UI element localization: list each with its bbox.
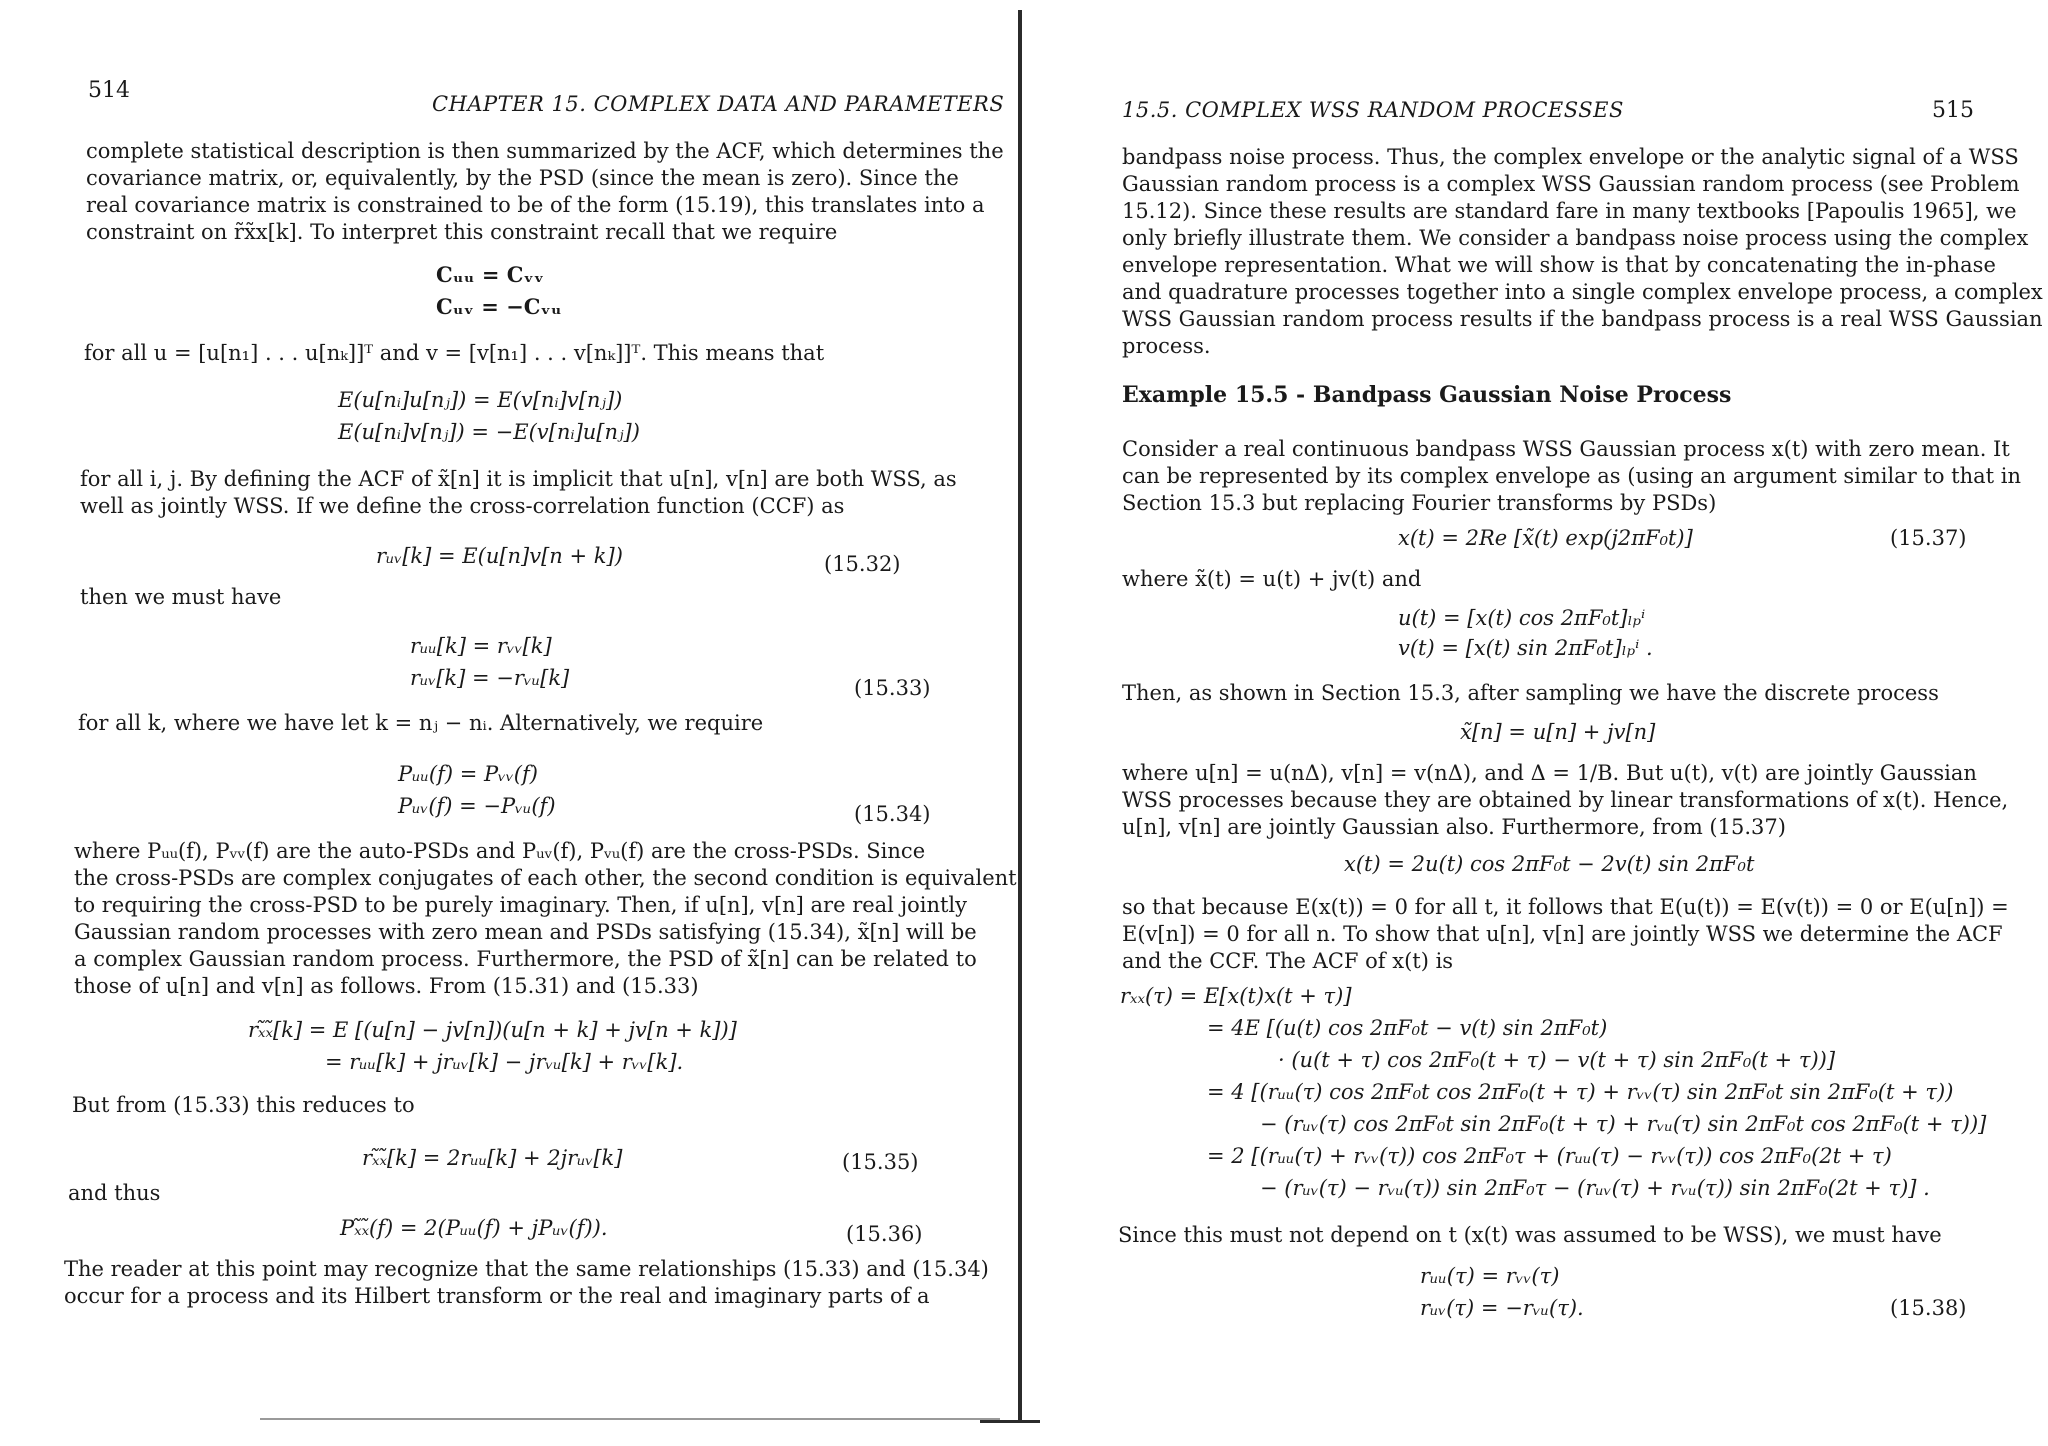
paragraph	[78, 710, 878, 737]
equation: = 4 [(rᵤᵤ(τ) cos 2πF₀t cos 2πF₀(t + τ) + rᵥᵥ(τ) sin 2πF₀t sin 2πF₀(t + τ))	[1207, 1080, 1954, 1104]
text-line: then we must have	[80, 585, 282, 609]
equation: rᵤᵤ(τ) = rᵥᵥ(τ)	[1420, 1264, 1560, 1288]
equation: = 4E [(u(t) cos 2πF₀t − v(t) sin 2πF₀t)	[1207, 1016, 1608, 1040]
equation-number: (15.36)	[846, 1222, 923, 1246]
equation: = 2 [(rᵤᵤ(τ) + rᵥᵥ(τ)) cos 2πF₀τ + (rᵤᵤ(τ) − rᵥᵥ(τ)) cos 2πF₀(2t + τ)	[1207, 1144, 1892, 1168]
text-line: Section 15.3 but replacing Fourier transforms by PSDs)	[1122, 491, 1717, 515]
text-line: and thus	[68, 1181, 161, 1205]
text-line: for all u = [u[n₁] . . . u[nₖ]]ᵀ and v = [v[n₁] . . . v[nₖ]]ᵀ. This means that	[84, 341, 825, 365]
text-line: Consider a real continuous bandpass WSS Gaussian process x(t) with zero mean. It	[1122, 437, 2010, 461]
text-line: a complex Gaussian random process. Furthermore, the PSD of x̃[n] can be related to	[74, 947, 977, 971]
paragraph	[80, 466, 957, 520]
equation: x(t) = 2u(t) cos 2πF₀t − 2v(t) sin 2πF₀t	[1344, 852, 1755, 876]
page-number: 514	[88, 78, 130, 103]
page-shadow	[260, 1418, 1000, 1420]
text-line: well as jointly WSS. If we define the cross-correlation function (CCF) as	[80, 494, 845, 518]
text-line: But from (15.33) this reduces to	[72, 1093, 415, 1117]
text-line: The reader at this point may recognize that the same relationships (15.33) and (15.34)	[64, 1257, 989, 1281]
equation-number: (15.32)	[824, 552, 901, 576]
text-line: constraint on r̃x̃x[k]. To interpret this constraint recall that we require	[86, 220, 838, 244]
equation: rᵤᵤ[k] = rᵥᵥ[k]	[410, 634, 552, 658]
equation: rₓₓ(τ) = E[x(t)x(t + τ)]	[1120, 984, 1352, 1008]
paragraph	[86, 138, 1004, 246]
text-line: WSS Gaussian random process results if the bandpass process is a real WSS Gaussian	[1122, 307, 2043, 331]
equation: Pₓ̃ₓ̃(f) = 2(Pᵤᵤ(f) + jPᵤᵥ(f)).	[340, 1216, 608, 1240]
equation: u(t) = [x(t) cos 2πF₀t]ₗₚⁱ	[1398, 606, 1646, 630]
running-head: CHAPTER 15. COMPLEX DATA AND PARAMETERS	[432, 92, 1005, 116]
equation: E(u[nᵢ]v[nⱼ]) = −E(v[nᵢ]u[nⱼ])	[338, 420, 640, 444]
equation: Pᵤᵥ(f) = −Pᵥᵤ(f)	[398, 794, 556, 818]
text-line: for all k, where we have let k = nⱼ − nᵢ. Alternatively, we require	[78, 711, 764, 735]
equation: E(u[nᵢ]u[nⱼ]) = E(v[nᵢ]v[nⱼ])	[338, 388, 623, 412]
equation: Pᵤᵤ(f) = Pᵥᵥ(f)	[398, 762, 538, 786]
text-line: and quadrature processes together into a single complex envelope process, a complex	[1122, 280, 2043, 304]
equation: rₓ̃ₓ̃[k] = 2rᵤᵤ[k] + 2jrᵤᵥ[k]	[362, 1146, 623, 1170]
text-line: u[n], v[n] are jointly Gaussian also. Furthermore, from (15.37)	[1122, 815, 1786, 839]
equation: = rᵤᵤ[k] + jrᵤᵥ[k] − jrᵥᵤ[k] + rᵥᵥ[k].	[325, 1050, 684, 1074]
equation-number: (15.33)	[854, 676, 931, 700]
text-line: complete statistical description is then summarized by the ACF, which determines the	[86, 139, 1004, 163]
paragraph	[1122, 680, 1976, 707]
equation: v(t) = [x(t) sin 2πF₀t]ₗₚⁱ .	[1398, 636, 1653, 660]
text-line: Gaussian random process is a complex WSS Gaussian random process (see Problem	[1122, 172, 2020, 196]
text-line: covariance matrix, or, equivalently, by the PSD (since the mean is zero). Since the	[86, 166, 959, 190]
equation: − (rᵤᵥ(τ) − rᵥᵤ(τ)) sin 2πF₀τ − (rᵤᵥ(τ) + rᵥᵤ(τ)) sin 2πF₀(2t + τ)] .	[1260, 1176, 1930, 1200]
paragraph	[1122, 144, 2043, 360]
text-line: and the CCF. The ACF of x(t) is	[1122, 949, 1454, 973]
text-line: where Pᵤᵤ(f), Pᵥᵥ(f) are the auto-PSDs and Pᵤᵥ(f), Pᵥᵤ(f) are the cross-PSDs. Since	[74, 839, 926, 863]
text-line: 15.12). Since these results are standard fare in many textbooks [Papoulis 1965], we	[1122, 199, 2017, 223]
equation-number: (15.35)	[842, 1150, 919, 1174]
text-line: bandpass noise process. Thus, the complex envelope or the analytic signal of a WSS	[1122, 145, 2019, 169]
paragraph	[74, 838, 1017, 1000]
paragraph	[1122, 436, 2022, 517]
right-page	[1010, 0, 2048, 1446]
text-line: real covariance matrix is constrained to be of the form (15.19), this translates into a	[86, 193, 985, 217]
equation: − (rᵤᵥ(τ) cos 2πF₀t sin 2πF₀(t + τ) + rᵥᵤ(τ) sin 2πF₀t cos 2πF₀(t + τ))]	[1260, 1112, 1987, 1136]
text-line: occur for a process and its Hilbert transform or the real and imaginary parts of a	[64, 1284, 930, 1308]
paragraph	[1118, 1222, 1978, 1249]
equation: x̃[n] = u[n] + jv[n]	[1460, 720, 1656, 744]
text-line: Then, as shown in Section 15.3, after sampling we have the discrete process	[1122, 681, 1939, 705]
text-line: WSS processes because they are obtained by linear transformations of x(t). Hence,	[1122, 788, 2009, 812]
text-line: envelope representation. What we will show is that by concatenating the in-phase	[1122, 253, 1996, 277]
paragraph	[68, 1180, 368, 1207]
paragraph	[64, 1256, 989, 1310]
equation: x(t) = 2Re [x̃(t) exp(j2πF₀t)]	[1398, 526, 1693, 550]
text-line: process.	[1122, 334, 1211, 358]
paragraph	[1122, 566, 1622, 593]
paragraph	[1122, 894, 2009, 975]
equation: rᵤᵥ[k] = −rᵥᵤ[k]	[410, 666, 570, 690]
left-page	[0, 0, 1017, 1446]
paragraph	[80, 584, 480, 611]
example-heading: Example 15.5 - Bandpass Gaussian Noise Process	[1122, 382, 1732, 408]
paragraph	[84, 340, 944, 367]
equation-number: (15.34)	[854, 802, 931, 826]
text-line: E(v[n]) = 0 for all n. To show that u[n], v[n] are jointly WSS we determine the ACF	[1122, 922, 2003, 946]
text-line: only briefly illustrate them. We consider a bandpass noise process using the complex	[1122, 226, 2029, 250]
text-line: the cross-PSDs are complex conjugates of each other, the second condition is equivalent	[74, 866, 1017, 890]
equation-number: (15.38)	[1890, 1296, 1967, 1320]
equation: Cᵤᵤ = Cᵥᵥ	[436, 262, 545, 287]
equation: · (u(t + τ) cos 2πF₀(t + τ) − v(t + τ) sin 2πF₀(t + τ))]	[1278, 1048, 1836, 1072]
text-line: where u[n] = u(nΔ), v[n] = v(nΔ), and Δ = 1/B. But u(t), v(t) are jointly Gaussian	[1122, 761, 1977, 785]
equation: rᵤᵥ(τ) = −rᵥᵤ(τ).	[1420, 1296, 1584, 1320]
paragraph	[72, 1092, 572, 1119]
text-line: to requiring the cross-PSD to be purely imaginary. Then, if u[n], v[n] are real jointly	[74, 893, 967, 917]
text-line: Since this must not depend on t (x(t) was assumed to be WSS), we must have	[1118, 1223, 1942, 1247]
paragraph	[1122, 760, 2009, 841]
text-line: where x̃(t) = u(t) + jv(t) and	[1122, 567, 1422, 591]
running-head: 15.5. COMPLEX WSS RANDOM PROCESSES	[1122, 98, 1624, 122]
equation: Cᵤᵥ = −Cᵥᵤ	[436, 294, 562, 319]
equation-number: (15.37)	[1890, 526, 1967, 550]
text-line: so that because E(x(t)) = 0 for all t, it follows that E(u(t)) = E(v(t)) = 0 or E(u[n]) =	[1122, 895, 2009, 919]
equation: rᵤᵥ[k] = E(u[n]v[n + k])	[376, 544, 623, 568]
page-number: 515	[1932, 98, 1974, 123]
text-line: Gaussian random processes with zero mean and PSDs satisfying (15.34), x̃[n] will be	[74, 920, 977, 944]
text-line: for all i, j. By defining the ACF of x̃[n] it is implicit that u[n], v[n] are both WSS, as	[80, 467, 957, 491]
equation: rₓ̃ₓ̃[k] = E [(u[n] − jv[n])(u[n + k] + jv[n + k])]	[248, 1018, 737, 1042]
text-line: can be represented by its complex envelope as (using an argument similar to that in	[1122, 464, 2022, 488]
text-line: those of u[n] and v[n] as follows. From (15.31) and (15.33)	[74, 974, 699, 998]
